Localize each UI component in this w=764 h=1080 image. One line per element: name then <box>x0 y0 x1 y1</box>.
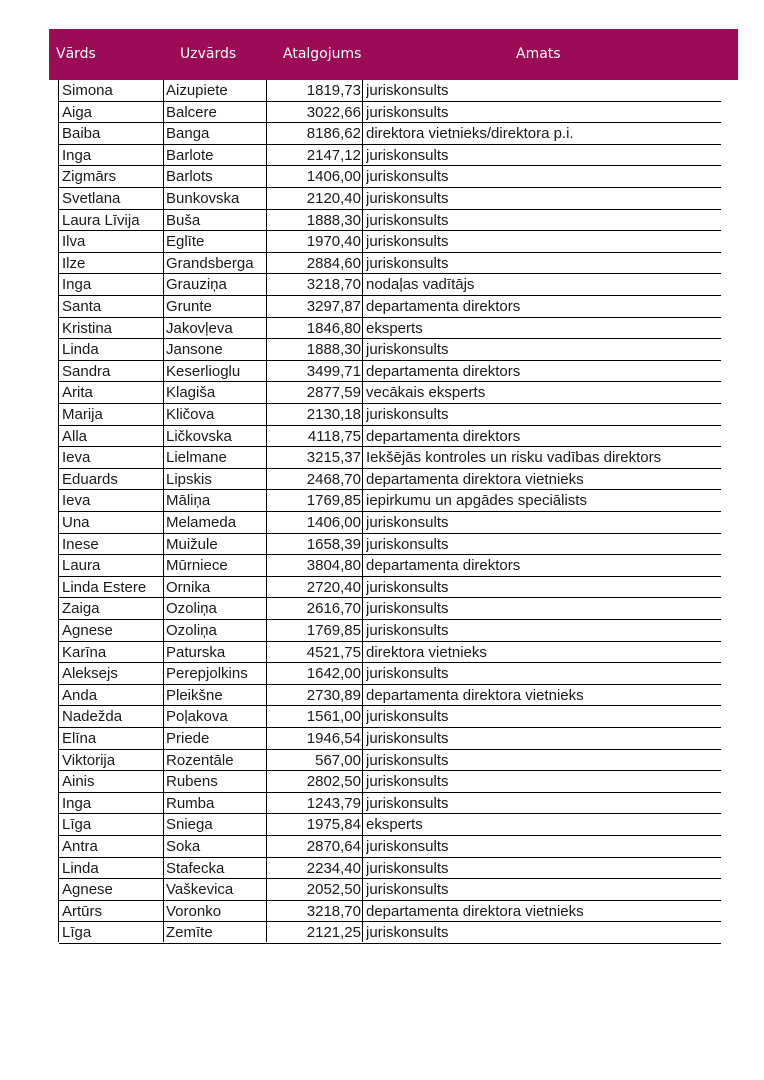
cell-surname: Rozentāle <box>166 751 234 769</box>
cell-salary: 8186,62 <box>306 125 361 143</box>
table-row <box>59 879 721 901</box>
cell-surname: Soka <box>166 838 201 855</box>
header-surname: Uzvārds <box>180 46 237 62</box>
table-row <box>59 447 721 469</box>
cell-salary: 2052,50 <box>306 881 361 899</box>
cell-surname: Māliņa <box>166 492 211 510</box>
cell-name: Viktorija <box>62 751 116 769</box>
cell-position: departamenta direktors <box>366 362 521 380</box>
cell-position: juriskonsults <box>366 773 449 791</box>
cell-position: direktora vietnieks <box>366 643 487 661</box>
cell-position: juriskonsults <box>366 168 449 186</box>
cell-position: eksperts <box>366 319 423 337</box>
cell-salary: 2147,12 <box>306 146 361 164</box>
cell-position: departamenta direktora vietnieks <box>366 470 584 488</box>
cell-surname: Melameda <box>166 514 237 531</box>
cell-surname: Ozoliņa <box>166 622 217 639</box>
cell-position: juriskonsults <box>366 794 449 812</box>
table-row <box>59 814 721 836</box>
cell-salary: 2870,64 <box>306 838 361 855</box>
cell-surname: Muižule <box>166 535 218 553</box>
cell-salary: 2468,70 <box>306 470 361 488</box>
table-row <box>59 361 721 383</box>
cell-name: Ainis <box>62 773 95 791</box>
cell-surname: Balcere <box>166 103 217 121</box>
cell-name: Artūrs <box>62 902 103 920</box>
table-row <box>59 620 721 642</box>
table-row <box>59 296 721 318</box>
cell-surname: Stafecka <box>166 859 225 877</box>
table-row <box>59 404 721 426</box>
cell-name: Zaiga <box>62 600 100 618</box>
cell-position: departamenta direktora vietnieks <box>366 686 584 704</box>
cell-surname: Grauziņa <box>166 276 227 294</box>
table-row <box>59 210 721 232</box>
cell-surname: Rumba <box>166 794 215 812</box>
table-row <box>59 598 721 620</box>
cell-name: Inga <box>62 276 92 294</box>
table-row <box>59 274 721 296</box>
cell-name: Elīna <box>62 730 97 747</box>
table-row <box>59 166 721 188</box>
table-row <box>59 382 721 404</box>
cell-surname: Jakovļeva <box>166 319 233 337</box>
cell-salary: 1819,73 <box>306 82 361 99</box>
cell-name: Una <box>62 514 90 531</box>
table-row <box>59 534 721 556</box>
cell-name: Karīna <box>62 643 107 661</box>
cell-salary: 2234,40 <box>306 859 361 877</box>
cell-salary: 3215,37 <box>306 449 361 467</box>
cell-name: Inese <box>62 535 99 553</box>
cell-position: nodaļas vadītājs <box>366 276 475 294</box>
cell-name: Arita <box>62 384 93 402</box>
cell-name: Laura <box>62 557 101 575</box>
cell-salary: 4521,75 <box>306 643 361 661</box>
cell-position: juriskonsults <box>366 600 449 618</box>
cell-surname: Sniega <box>166 816 213 834</box>
cell-name: Eduards <box>62 470 118 488</box>
cell-salary: 1946,54 <box>306 730 361 747</box>
cell-salary: 3499,71 <box>306 362 361 380</box>
cell-surname: Ornika <box>166 578 211 596</box>
cell-surname: Poļakova <box>166 708 228 726</box>
table-row <box>59 512 721 534</box>
cell-salary: 1975,84 <box>306 816 361 834</box>
table-row <box>59 102 721 124</box>
cell-name: Zigmārs <box>62 168 117 186</box>
cell-position: juriskonsults <box>366 406 449 423</box>
cell-name: Līga <box>62 816 92 834</box>
table-row <box>59 728 721 750</box>
cell-salary: 2130,18 <box>306 406 361 423</box>
cell-name: Ieva <box>62 492 91 510</box>
cell-surname: Jansone <box>166 341 223 359</box>
cell-salary: 3297,87 <box>306 298 361 315</box>
cell-position: departamenta direktora vietnieks <box>366 902 584 920</box>
cell-surname: Eglīte <box>166 233 205 251</box>
table-row <box>59 339 721 361</box>
cell-surname: Keserlioglu <box>166 362 241 380</box>
cell-surname: Zemīte <box>166 924 213 942</box>
cell-surname: Lielmane <box>166 449 227 467</box>
cell-name: Ilze <box>62 254 86 272</box>
cell-position: direktora vietnieks/direktora p.i. <box>366 125 574 143</box>
cell-position: juriskonsults <box>366 859 449 877</box>
table-row <box>59 750 721 772</box>
cell-salary: 1846,80 <box>306 319 361 337</box>
cell-salary: 2884,60 <box>306 254 361 272</box>
cell-position: juriskonsults <box>366 146 449 164</box>
cell-position: juriskonsults <box>366 190 449 207</box>
cell-surname: Grunte <box>166 298 212 315</box>
table-row <box>59 901 721 923</box>
cell-position: juriskonsults <box>366 514 449 531</box>
table-row <box>59 318 721 340</box>
cell-surname: Buša <box>166 211 201 229</box>
table-row <box>59 642 721 664</box>
cell-name: Kristina <box>62 319 113 337</box>
cell-name: Inga <box>62 794 92 812</box>
cell-position: departamenta direktors <box>366 298 521 315</box>
cell-salary: 1406,00 <box>306 168 361 186</box>
cell-surname: Aizupiete <box>166 82 228 99</box>
cell-surname: Lipskis <box>166 470 212 488</box>
cell-name: Alla <box>62 427 88 445</box>
table-row <box>59 80 721 102</box>
cell-surname: Barlots <box>166 168 213 186</box>
cell-salary: 1561,00 <box>306 708 361 726</box>
table-row <box>59 793 721 815</box>
cell-salary: 2802,50 <box>306 773 361 791</box>
cell-name: Sandra <box>62 362 111 380</box>
cell-salary: 2720,40 <box>306 578 361 596</box>
cell-surname: Ozoliņa <box>166 600 217 618</box>
cell-salary: 1642,00 <box>306 665 361 683</box>
table-row <box>59 555 721 577</box>
cell-salary: 2120,40 <box>306 190 361 207</box>
cell-name: Aleksejs <box>62 665 118 683</box>
cell-position: juriskonsults <box>366 622 449 639</box>
cell-name: Marija <box>62 406 103 423</box>
cell-position: juriskonsults <box>366 254 449 272</box>
cell-surname: Banga <box>166 125 210 143</box>
cell-position: juriskonsults <box>366 103 449 121</box>
table-row <box>59 706 721 728</box>
cell-position: juriskonsults <box>366 665 449 683</box>
cell-name: Līga <box>62 924 92 942</box>
cell-position: juriskonsults <box>366 578 449 596</box>
cell-name: Aiga <box>62 103 93 121</box>
cell-position: juriskonsults <box>366 924 449 942</box>
cell-position: juriskonsults <box>366 535 449 553</box>
table-row <box>59 253 721 275</box>
cell-salary: 2730,89 <box>306 686 361 704</box>
cell-surname: Pleikšne <box>166 686 223 704</box>
cell-salary: 1888,30 <box>306 211 361 229</box>
cell-name: Santa <box>62 298 102 315</box>
table-row <box>59 469 721 491</box>
cell-position: iepirkumu un apgādes speciālists <box>366 492 587 510</box>
table-row <box>59 188 721 210</box>
cell-position: juriskonsults <box>366 730 449 747</box>
cell-surname: Paturska <box>166 643 226 661</box>
cell-salary: 1970,40 <box>306 233 361 251</box>
table-row <box>59 685 721 707</box>
salary-table <box>58 80 720 942</box>
table-row <box>59 426 721 448</box>
cell-position: eksperts <box>366 816 423 834</box>
table-row <box>59 922 721 944</box>
table-row <box>59 663 721 685</box>
cell-surname: Voronko <box>166 902 222 920</box>
cell-position: juriskonsults <box>366 838 449 855</box>
cell-name: Svetlana <box>62 190 121 207</box>
cell-surname: Priede <box>166 730 210 747</box>
cell-position: juriskonsults <box>366 233 449 251</box>
table-row <box>59 231 721 253</box>
cell-position: juriskonsults <box>366 82 449 99</box>
cell-position: juriskonsults <box>366 708 449 726</box>
cell-name: Linda Estere <box>62 578 147 596</box>
cell-name: Anda <box>62 686 98 704</box>
cell-position: Iekšējās kontroles un risku vadības direktors <box>366 449 662 467</box>
cell-position: juriskonsults <box>366 341 449 359</box>
cell-salary: 1888,30 <box>306 341 361 359</box>
table-header <box>49 29 738 80</box>
table-row <box>59 490 721 512</box>
header-salary: Atalgojums <box>283 46 362 62</box>
cell-salary: 1769,85 <box>306 622 361 639</box>
cell-surname: Perepjolkins <box>166 665 248 683</box>
cell-salary: 1658,39 <box>306 535 361 553</box>
cell-surname: Kličova <box>166 406 215 423</box>
cell-position: juriskonsults <box>366 211 449 229</box>
cell-name: Baiba <box>62 125 101 143</box>
cell-surname: Ličkovska <box>166 427 232 445</box>
cell-name: Agnese <box>62 622 113 639</box>
header-name: Vārds <box>56 46 96 62</box>
table-row <box>59 145 721 167</box>
table-row <box>59 771 721 793</box>
cell-name: Linda <box>62 859 99 877</box>
cell-salary: 3218,70 <box>306 902 361 920</box>
cell-surname: Bunkovska <box>166 190 240 207</box>
table-row <box>59 577 721 599</box>
cell-position: juriskonsults <box>366 881 449 899</box>
cell-salary: 1769,85 <box>306 492 361 510</box>
cell-salary: 2877,59 <box>306 384 361 402</box>
cell-salary: 1406,00 <box>306 514 361 531</box>
cell-surname: Klagiša <box>166 384 216 402</box>
cell-name: Antra <box>62 838 98 855</box>
cell-position: juriskonsults <box>366 751 449 769</box>
cell-surname: Grandsberga <box>166 254 254 272</box>
cell-name: Nadežda <box>62 708 123 726</box>
table-row <box>59 858 721 880</box>
cell-surname: Mūrniece <box>166 557 228 575</box>
cell-salary: 3022,66 <box>306 103 361 121</box>
cell-salary: 2616,70 <box>306 600 361 618</box>
cell-salary: 567,00 <box>315 751 361 769</box>
cell-salary: 4118,75 <box>307 427 361 445</box>
cell-salary: 3804,80 <box>306 557 361 575</box>
cell-salary: 2121,25 <box>306 924 361 942</box>
cell-name: Agnese <box>62 881 113 899</box>
cell-name: Inga <box>62 146 92 164</box>
cell-name: Linda <box>62 341 99 359</box>
cell-surname: Rubens <box>166 773 218 791</box>
cell-surname: Barlote <box>166 146 214 164</box>
cell-name: Simona <box>62 82 113 99</box>
table-row <box>59 123 721 145</box>
cell-position: departamenta direktors <box>366 557 521 575</box>
cell-name: Ilva <box>62 233 86 251</box>
cell-name: Laura Līvija <box>62 211 140 229</box>
table-row <box>59 836 721 858</box>
cell-salary: 3218,70 <box>306 276 361 294</box>
cell-position: departamenta direktors <box>366 427 521 445</box>
header-position: Amats <box>516 46 561 62</box>
cell-name: Ieva <box>62 449 91 467</box>
cell-surname: Vaškevica <box>166 881 234 899</box>
cell-salary: 1243,79 <box>306 794 361 812</box>
cell-position: vecākais eksperts <box>366 384 486 402</box>
